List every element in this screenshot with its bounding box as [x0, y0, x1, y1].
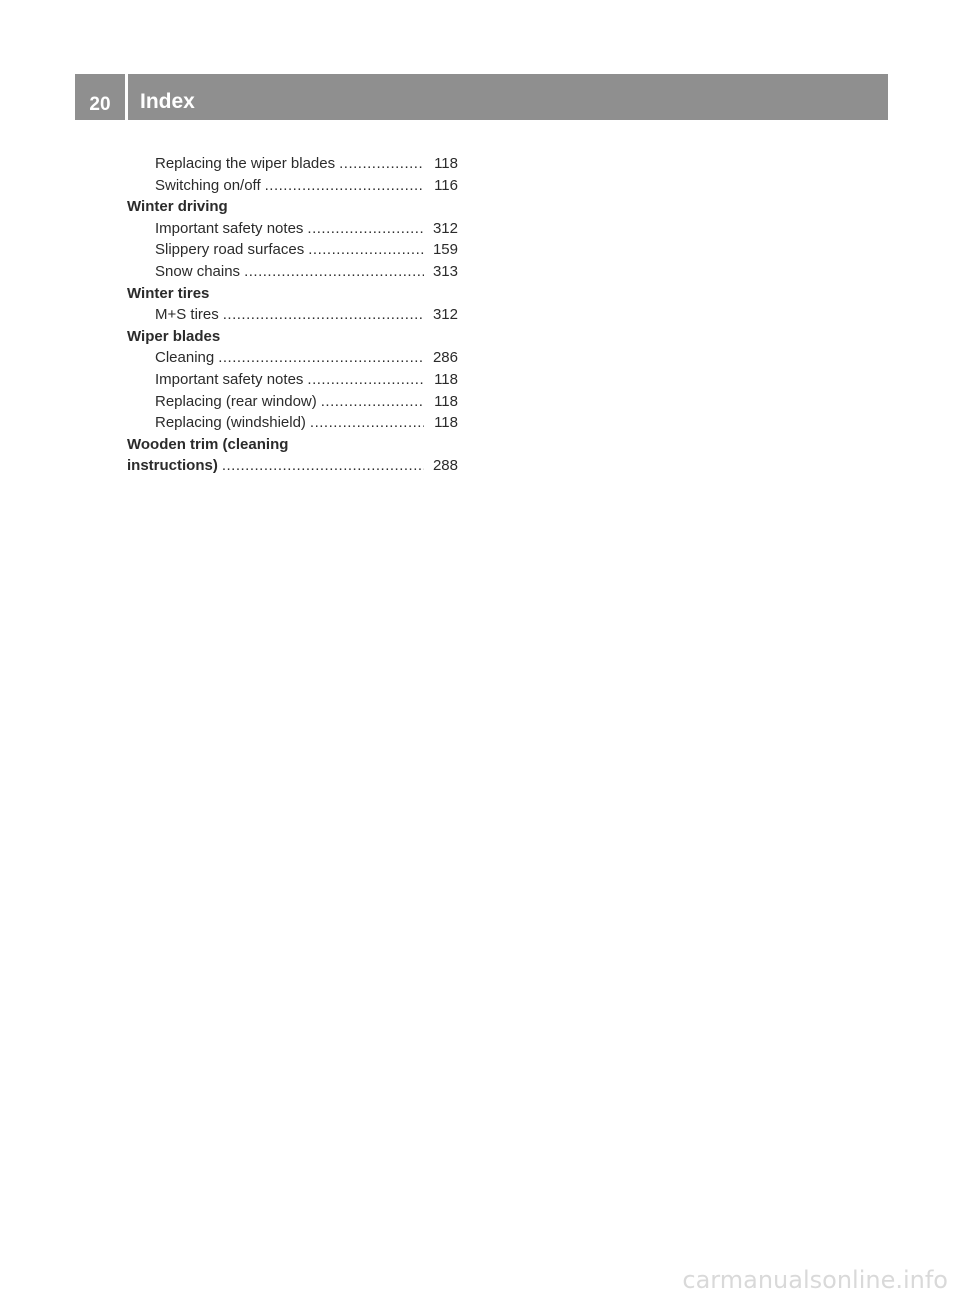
header-divider [125, 74, 128, 120]
index-heading: Winter driving [127, 198, 228, 216]
entry-page: 118 [434, 155, 458, 172]
entry-label: Important safety notes [155, 219, 304, 237]
index-heading: Wooden trim (cleaning [127, 435, 289, 453]
entry-label: instructions) [127, 457, 218, 475]
entry-label: Slippery road surfaces [155, 241, 305, 259]
entry-label: Snow chains [155, 262, 241, 280]
dot-leader [223, 304, 424, 326]
entry-page: 288 [432, 457, 458, 475]
index-entry [127, 347, 458, 369]
entry-label: M+S tires [155, 306, 219, 324]
section-title: Index [140, 90, 195, 113]
index-entry [127, 391, 458, 413]
entry-page: 118 [434, 414, 458, 432]
index-entry [127, 261, 458, 283]
entry-label: Replacing (windshield) [155, 414, 306, 432]
entry-page: 312 [432, 219, 458, 237]
index-entry [127, 175, 458, 197]
index-entry [127, 369, 458, 391]
index-entry [127, 218, 458, 240]
entry-page: 159 [432, 241, 458, 259]
entry-label: Replacing (rear window) [155, 392, 317, 410]
index-heading: Wiper blades [127, 327, 221, 345]
dot-leader [218, 347, 424, 369]
dot-leader [307, 218, 424, 240]
dot-leader [307, 369, 424, 391]
entry-label: Cleaning [155, 349, 215, 367]
page-header [75, 74, 888, 120]
entry-page: 312 [432, 306, 458, 324]
entry-page: 118 [434, 392, 458, 410]
entry-label: Important safety notes [155, 370, 304, 388]
dot-leader [308, 239, 424, 261]
watermark: carmanualsonline.info [682, 1266, 948, 1294]
index-heading: Winter tires [127, 284, 210, 302]
entry-page: 286 [432, 349, 458, 367]
entry-label: Replacing the wiper blades [155, 155, 336, 172]
index-entry [127, 304, 458, 326]
index-entry [127, 455, 458, 477]
dot-leader [339, 153, 424, 175]
dot-leader [321, 391, 424, 413]
page-number: 20 [89, 94, 111, 115]
entry-page: 116 [434, 176, 458, 194]
index-entry [127, 239, 458, 261]
index-list [127, 153, 458, 477]
index-entry [127, 412, 458, 434]
dot-leader [244, 261, 424, 283]
dot-leader [222, 455, 424, 477]
entry-page: 118 [434, 370, 458, 388]
entry-page: 313 [432, 262, 458, 280]
dot-leader [310, 412, 424, 434]
dot-leader [265, 175, 424, 197]
index-entry [127, 153, 458, 175]
entry-label: Switching on/off [155, 176, 261, 194]
